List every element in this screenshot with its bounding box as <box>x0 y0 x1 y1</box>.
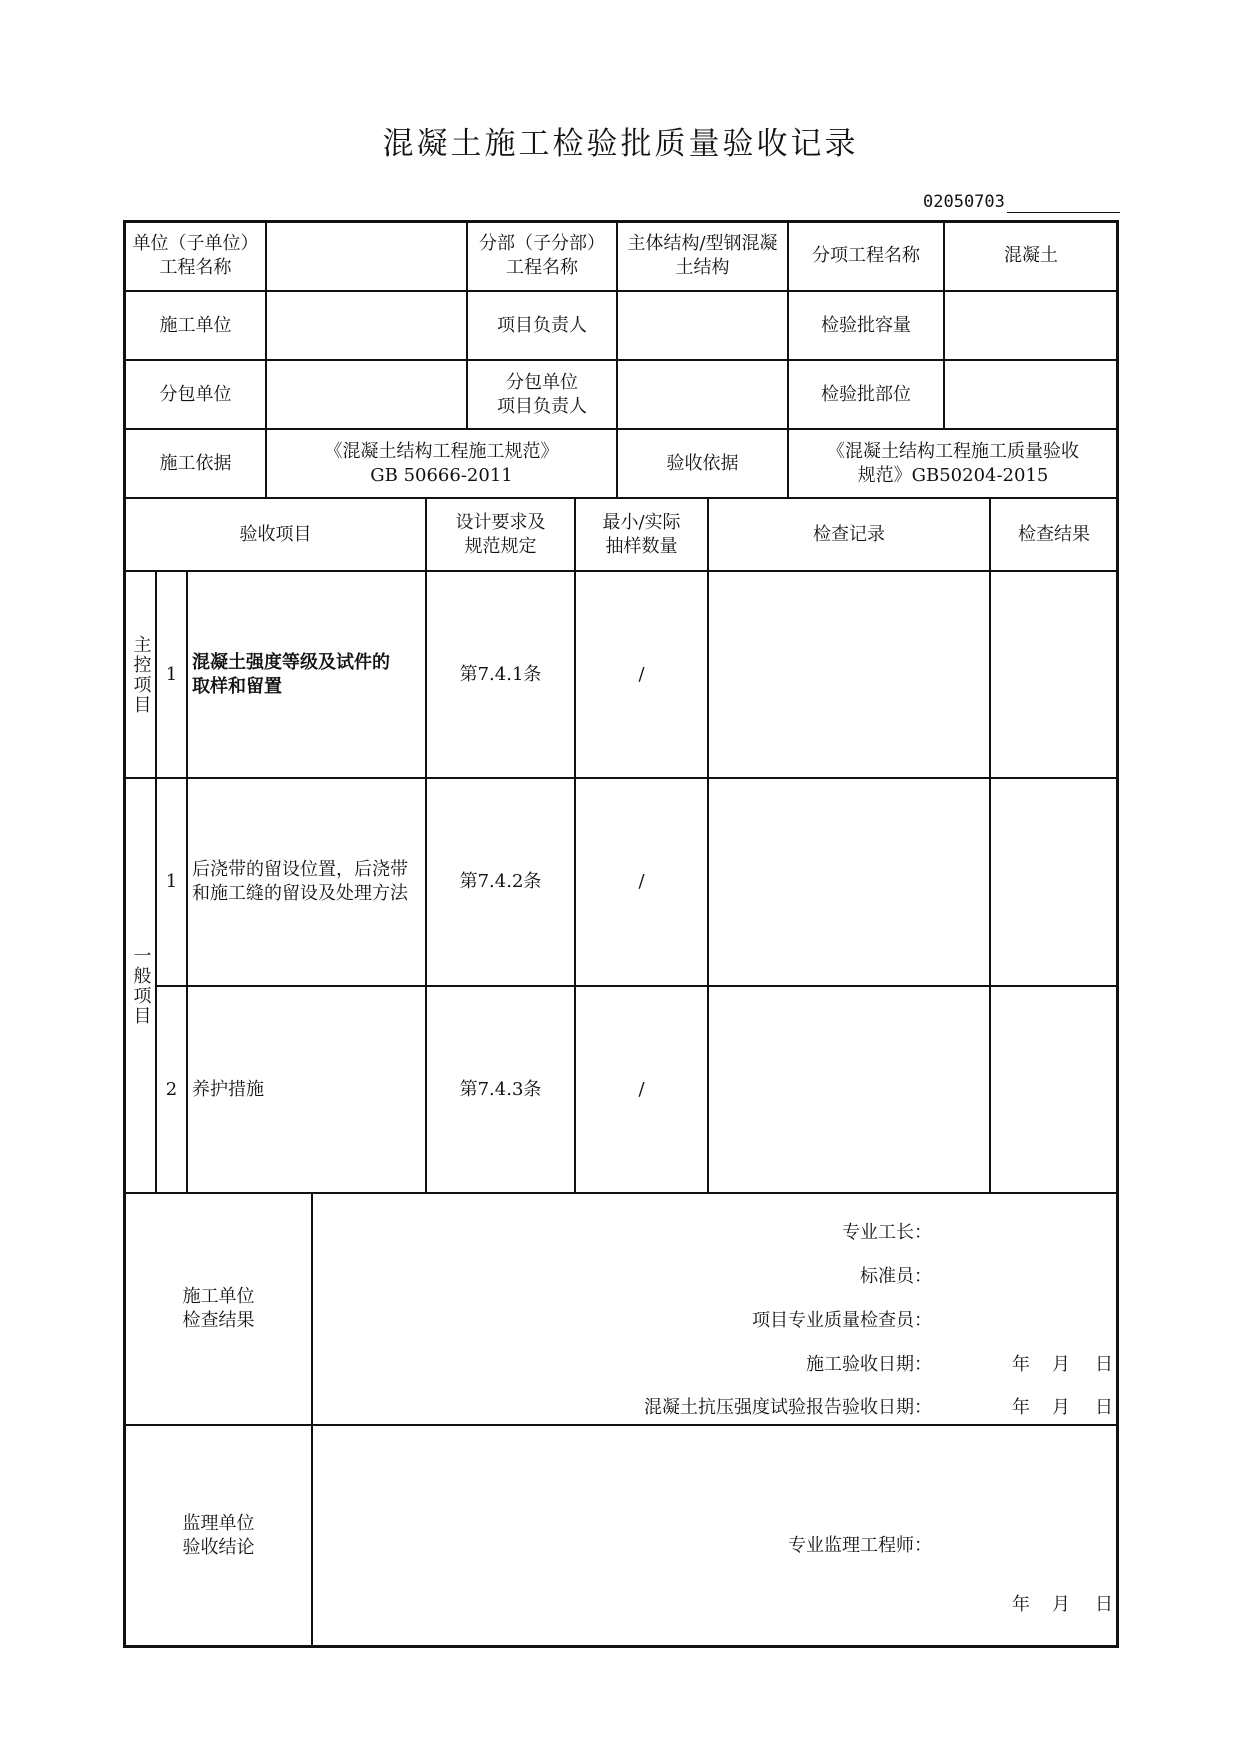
project-manager-label: 项目负责人 <box>497 314 587 336</box>
construction-basis-label: 施工依据 <box>159 452 232 474</box>
subcontractor-label: 分包单位 <box>159 383 232 405</box>
date-day: 日 <box>1095 1594 1113 1615</box>
col-header-record: 检查记录 <box>813 523 885 545</box>
main-control-item-desc: 混凝土强度等级及试件的 取样和留置 <box>192 651 390 697</box>
acceptance-basis-value: 《混凝土结构工程施工质量验收 规范》GB50204-2015 <box>827 440 1079 486</box>
contractor-value[interactable] <box>267 292 466 359</box>
sub-pm-value[interactable] <box>618 361 787 428</box>
general-item-no: 1 <box>165 871 178 892</box>
main-control-item-record[interactable] <box>709 572 989 777</box>
main-control-item-no: 1 <box>165 663 178 685</box>
construction-acceptance-date[interactable] <box>1012 1353 1118 1377</box>
construction-check-label: 施工单位 检查结果 <box>182 1286 255 1331</box>
general-item-clause: 第7.4.2条 <box>459 871 542 892</box>
date-year: 年 <box>1012 1594 1030 1615</box>
division-value[interactable]: 主体结构/型钢混凝 土结构 <box>627 233 778 278</box>
contractor-label: 施工单位 <box>159 314 232 336</box>
code-underline <box>1007 212 1120 213</box>
form-code: 02050703 <box>923 192 1005 212</box>
general-item-record[interactable] <box>709 987 989 1192</box>
subcontractor-value[interactable] <box>267 361 466 428</box>
subitem-value[interactable]: 混凝土 <box>1004 245 1058 266</box>
table-rule <box>311 1192 313 1648</box>
general-label: 一般项目 <box>130 945 152 1026</box>
project-manager-value[interactable] <box>618 292 787 359</box>
general-item-record[interactable] <box>709 779 989 985</box>
date-day: 日 <box>1095 1397 1113 1418</box>
col-header-sample: 最小/实际 抽样数量 <box>602 511 681 557</box>
main-control-item-result[interactable] <box>991 572 1117 777</box>
general-item-sample: / <box>638 871 645 892</box>
main-control-item-sample: / <box>638 663 645 685</box>
sub-pm-label: 分包单位 项目负责人 <box>497 371 587 417</box>
construction-acceptance-date-label: 施工验收日期： <box>806 1354 932 1375</box>
supervision-date[interactable] <box>1012 1593 1118 1617</box>
main-control-item-clause: 第7.4.1条 <box>459 663 542 685</box>
date-month: 月 <box>1052 1354 1070 1375</box>
subitem-label: 分项工程名称 <box>812 245 920 266</box>
general-item-desc: 养护措施 <box>192 1078 264 1100</box>
acceptance-basis-label: 验收依据 <box>666 452 739 474</box>
general-item-no: 2 <box>165 1078 178 1100</box>
general-item-result[interactable] <box>991 779 1117 985</box>
general-item-desc: 后浇带的留设位置，后浇带 和施工缝的留设及处理方法 <box>192 859 408 904</box>
division-label: 分部（子分部） 工程名称 <box>479 233 605 278</box>
strength-report-date[interactable] <box>1012 1396 1118 1420</box>
supervision-conclusion-label: 监理单位 验收结论 <box>182 1512 255 1558</box>
general-item-sample: / <box>638 1078 645 1100</box>
col-header-result: 检查结果 <box>1018 523 1090 545</box>
construction-basis-value: 《混凝土结构工程施工规范》 GB 50666-2011 <box>324 440 559 486</box>
strength-report-date-label: 混凝土抗压强度试验报告验收日期： <box>644 1397 932 1418</box>
date-day: 日 <box>1095 1354 1113 1375</box>
date-year: 年 <box>1012 1354 1030 1375</box>
date-month: 月 <box>1052 1594 1070 1615</box>
batch-capacity-label: 检验批容量 <box>821 314 911 336</box>
general-item-result[interactable] <box>991 987 1117 1192</box>
supervising-engineer-signature-label: 专业监理工程师： <box>788 1535 932 1556</box>
foreman-signature-label: 专业工长： <box>842 1222 932 1243</box>
col-header-design: 设计要求及 规范规定 <box>455 511 546 557</box>
main-control-label: 主控项目 <box>130 634 152 715</box>
col-header-item: 验收项目 <box>239 523 312 545</box>
date-year: 年 <box>1012 1397 1030 1418</box>
unit-project-value[interactable] <box>267 222 466 290</box>
date-month: 月 <box>1052 1397 1070 1418</box>
batch-capacity-value[interactable] <box>945 292 1117 359</box>
general-item-clause: 第7.4.3条 <box>459 1078 542 1100</box>
unit-project-label: 单位（子单位） 工程名称 <box>132 233 259 278</box>
batch-location-label: 检验批部位 <box>821 383 911 405</box>
batch-location-value[interactable] <box>945 361 1117 428</box>
page-title: 混凝土施工检验批质量验收记录 <box>382 126 859 162</box>
quality-inspector-signature-label: 项目专业质量检查员： <box>752 1310 932 1331</box>
standard-officer-signature-label: 标准员： <box>860 1266 932 1287</box>
